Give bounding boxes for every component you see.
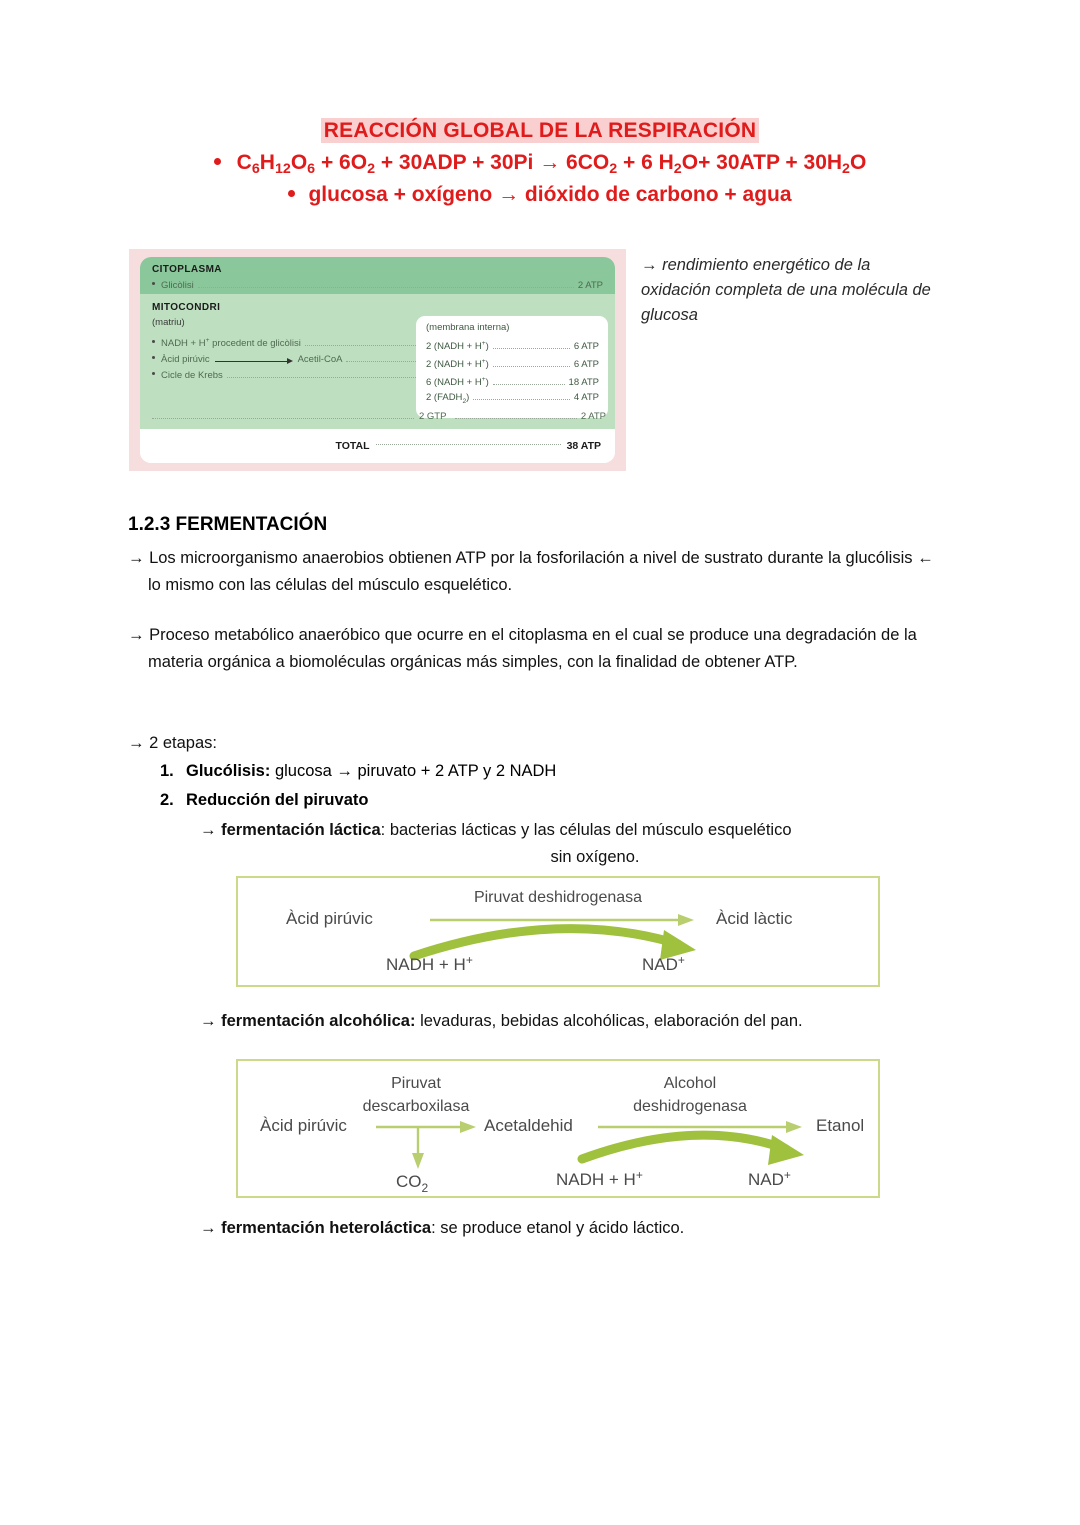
arrow-glyph: → bbox=[200, 821, 222, 839]
leader-dots bbox=[493, 348, 570, 349]
alcoholic-fermentation-diagram bbox=[236, 1059, 880, 1198]
table-row-gtp bbox=[152, 410, 606, 423]
total-value: 38 ATP bbox=[566, 440, 601, 452]
total-label: TOTAL bbox=[335, 440, 370, 452]
table-row bbox=[426, 391, 599, 408]
row-value: 2 ATP bbox=[577, 280, 603, 291]
total-row bbox=[140, 429, 615, 463]
atp-yield-card bbox=[140, 257, 615, 463]
row-label: NADH + H+ procedent de glicòlisi bbox=[161, 337, 301, 350]
table-row bbox=[426, 373, 599, 389]
global-equation-words bbox=[0, 180, 1080, 210]
matrix-label: (matriu) bbox=[152, 317, 185, 328]
paragraph-2: → Proceso metabólico anaeróbico que ocurre en el citoplasma en el cual se produce una degradación de la materia orgánica a biomoléculas orgánicas más simples, con la finalidad de obtener ATP. bbox=[128, 626, 917, 671]
leader-dots bbox=[198, 287, 574, 288]
paragraph-3: → 2 etapas: bbox=[128, 734, 217, 752]
list-text-bold: Glucólisis: bbox=[186, 762, 271, 780]
row-value: 2 ATP bbox=[580, 411, 606, 422]
lactic-cofactor-out-label: NAD+ bbox=[642, 953, 685, 974]
sub-item-bold: fermentación alcohólica: bbox=[221, 1012, 416, 1030]
bullet-icon bbox=[152, 356, 155, 359]
leader-dots bbox=[346, 361, 416, 362]
mitochondria-header: MITOCONDRI bbox=[152, 302, 221, 313]
cytoplasm-header: CITOPLASMA bbox=[152, 264, 222, 275]
alcoholic-cofactor-out-label: NAD+ bbox=[748, 1168, 791, 1189]
paragraph-1: → Los microorganismo anaerobios obtienen ATP por la fosforilación a nivel de sustrato durante la glucólisis ← lo mismo con las células del músculo esquelético. bbox=[128, 549, 934, 594]
list-item bbox=[160, 757, 960, 786]
bullet-icon bbox=[152, 340, 155, 343]
alcoholic-cofactor-in-label: NADH + H+ bbox=[556, 1168, 643, 1189]
lactic-diagram-svg bbox=[238, 878, 874, 981]
leader-dots bbox=[305, 345, 416, 346]
page-title bbox=[0, 118, 1080, 144]
alcoholic-substrate-label: Àcid pirúvic bbox=[260, 1116, 347, 1135]
row-label: 2 GTP bbox=[419, 411, 447, 422]
table-row bbox=[152, 369, 420, 382]
list-text bbox=[186, 786, 368, 815]
table-row bbox=[152, 334, 420, 350]
list-text bbox=[186, 757, 556, 786]
global-equation: $C_6H_{12}O_6 + 6O_2 + 30ADP + 30Pi \to 6CO_2 + 6$ $H_2O+ 30ATP + 30H_2O$ bbox=[0, 148, 1080, 180]
alcoholic-enzyme1-line2: descarboxilasa bbox=[362, 1098, 470, 1115]
row-value: 18 ATP bbox=[568, 377, 599, 389]
list-text-bold: Reducción del piruvato bbox=[186, 791, 369, 809]
table-row bbox=[152, 353, 420, 366]
inner-membrane-box bbox=[416, 316, 608, 418]
row-label: 2 (NADH + H+) bbox=[426, 358, 489, 371]
bullet-icon bbox=[214, 158, 221, 165]
row-value: 6 ATP bbox=[573, 359, 599, 371]
row-label: Glicòlisi bbox=[161, 280, 194, 291]
row-value: 4 ATP bbox=[573, 392, 599, 404]
section-heading: 1.2.3 FERMENTACIÓN bbox=[128, 514, 328, 535]
bullet-icon bbox=[152, 372, 155, 375]
equation-words-text: glucosa + oxígeno → dióxido de carbono + agua bbox=[308, 183, 792, 206]
reaction-header bbox=[0, 118, 1080, 210]
alcoholic-intermediate-label: Acetaldehid bbox=[484, 1116, 573, 1135]
page-title-text: REACCIÓN GLOBAL DE LA RESPIRACIÓN bbox=[321, 118, 759, 143]
row-target: Acetil-CoA bbox=[297, 354, 343, 366]
alcoholic-enzyme2-line2: deshidrogenasa bbox=[633, 1098, 747, 1115]
sub-item-bold: fermentación heteroláctica bbox=[221, 1219, 432, 1237]
row-label: 2 $(FADH_2)$ bbox=[426, 392, 470, 406]
bullet-icon bbox=[152, 282, 155, 285]
row-label: Cicle de Krebs bbox=[161, 370, 223, 382]
bullet-icon bbox=[288, 190, 295, 197]
figure-side-note: → rendimiento energético de la oxidación completa de una molécula de glucosa bbox=[641, 256, 931, 324]
sub-item-rest: levaduras, bebidas alcohólicas, elaboración del pan. bbox=[415, 1012, 803, 1030]
sub-item-lactic bbox=[200, 817, 930, 871]
leader-dots bbox=[473, 399, 570, 400]
row-label: 6 (NADH + H+) bbox=[426, 376, 489, 389]
alcoholic-enzyme2-line1: Alcohol bbox=[663, 1075, 717, 1092]
alcoholic-byproduct-label: $CO_2$ bbox=[396, 1172, 429, 1192]
conversion-arrow-icon bbox=[215, 358, 293, 364]
sub-item-rest: : bacterias lácticas y las células del músculo esquelético bbox=[380, 821, 792, 839]
matrix-rows bbox=[152, 334, 420, 382]
lactic-fermentation-diagram bbox=[236, 876, 880, 987]
steps-list bbox=[160, 757, 960, 815]
row-value: 6 ATP bbox=[573, 341, 599, 353]
arrow-glyph: → bbox=[200, 1012, 222, 1030]
lactic-cofactor-in-label: NADH + H+ bbox=[386, 953, 473, 974]
mitochondria-section bbox=[140, 294, 615, 429]
leader-dots bbox=[493, 366, 570, 367]
leader-dots bbox=[493, 384, 565, 385]
alcoholic-enzyme1-line1: Piruvat bbox=[391, 1075, 441, 1092]
membrane-label: (membrana interna) bbox=[426, 322, 510, 333]
list-text-rest: glucosa → piruvato + 2 ATP y 2 NADH bbox=[270, 762, 557, 780]
sub-item-rest: : se produce etanol y ácido láctico. bbox=[431, 1219, 685, 1237]
lactic-substrate-label: Àcid pirúvic bbox=[286, 909, 373, 928]
arrow-glyph: → bbox=[200, 1219, 222, 1237]
leader-dots bbox=[376, 444, 561, 445]
atp-yield-figure bbox=[129, 249, 626, 471]
alcoholic-product-label: Etanol bbox=[816, 1116, 865, 1135]
leader-dots bbox=[455, 418, 576, 419]
leader-dots bbox=[152, 418, 414, 419]
list-number: 1. bbox=[160, 762, 174, 780]
sub-item-bold: fermentación láctica bbox=[221, 821, 381, 839]
lactic-product-label: Àcid làctic bbox=[716, 909, 793, 928]
list-item bbox=[160, 786, 960, 815]
cytoplasm-section bbox=[140, 257, 615, 294]
leader-dots bbox=[227, 377, 416, 378]
alcoholic-diagram-svg bbox=[238, 1061, 874, 1192]
sub-item-second-line: sin oxígeno. bbox=[550, 848, 640, 866]
table-row bbox=[426, 355, 599, 371]
table-row bbox=[152, 279, 603, 292]
row-label: Àcid pirúvic bbox=[161, 354, 210, 366]
lactic-enzyme-label: Piruvat deshidrogenasa bbox=[473, 889, 643, 906]
sub-item-alcoholic bbox=[200, 1008, 940, 1035]
list-number: 2. bbox=[160, 791, 174, 809]
row-label: 2 (NADH + H+) bbox=[426, 340, 489, 353]
sub-item-heterolactic bbox=[200, 1215, 940, 1242]
table-row bbox=[426, 337, 599, 353]
